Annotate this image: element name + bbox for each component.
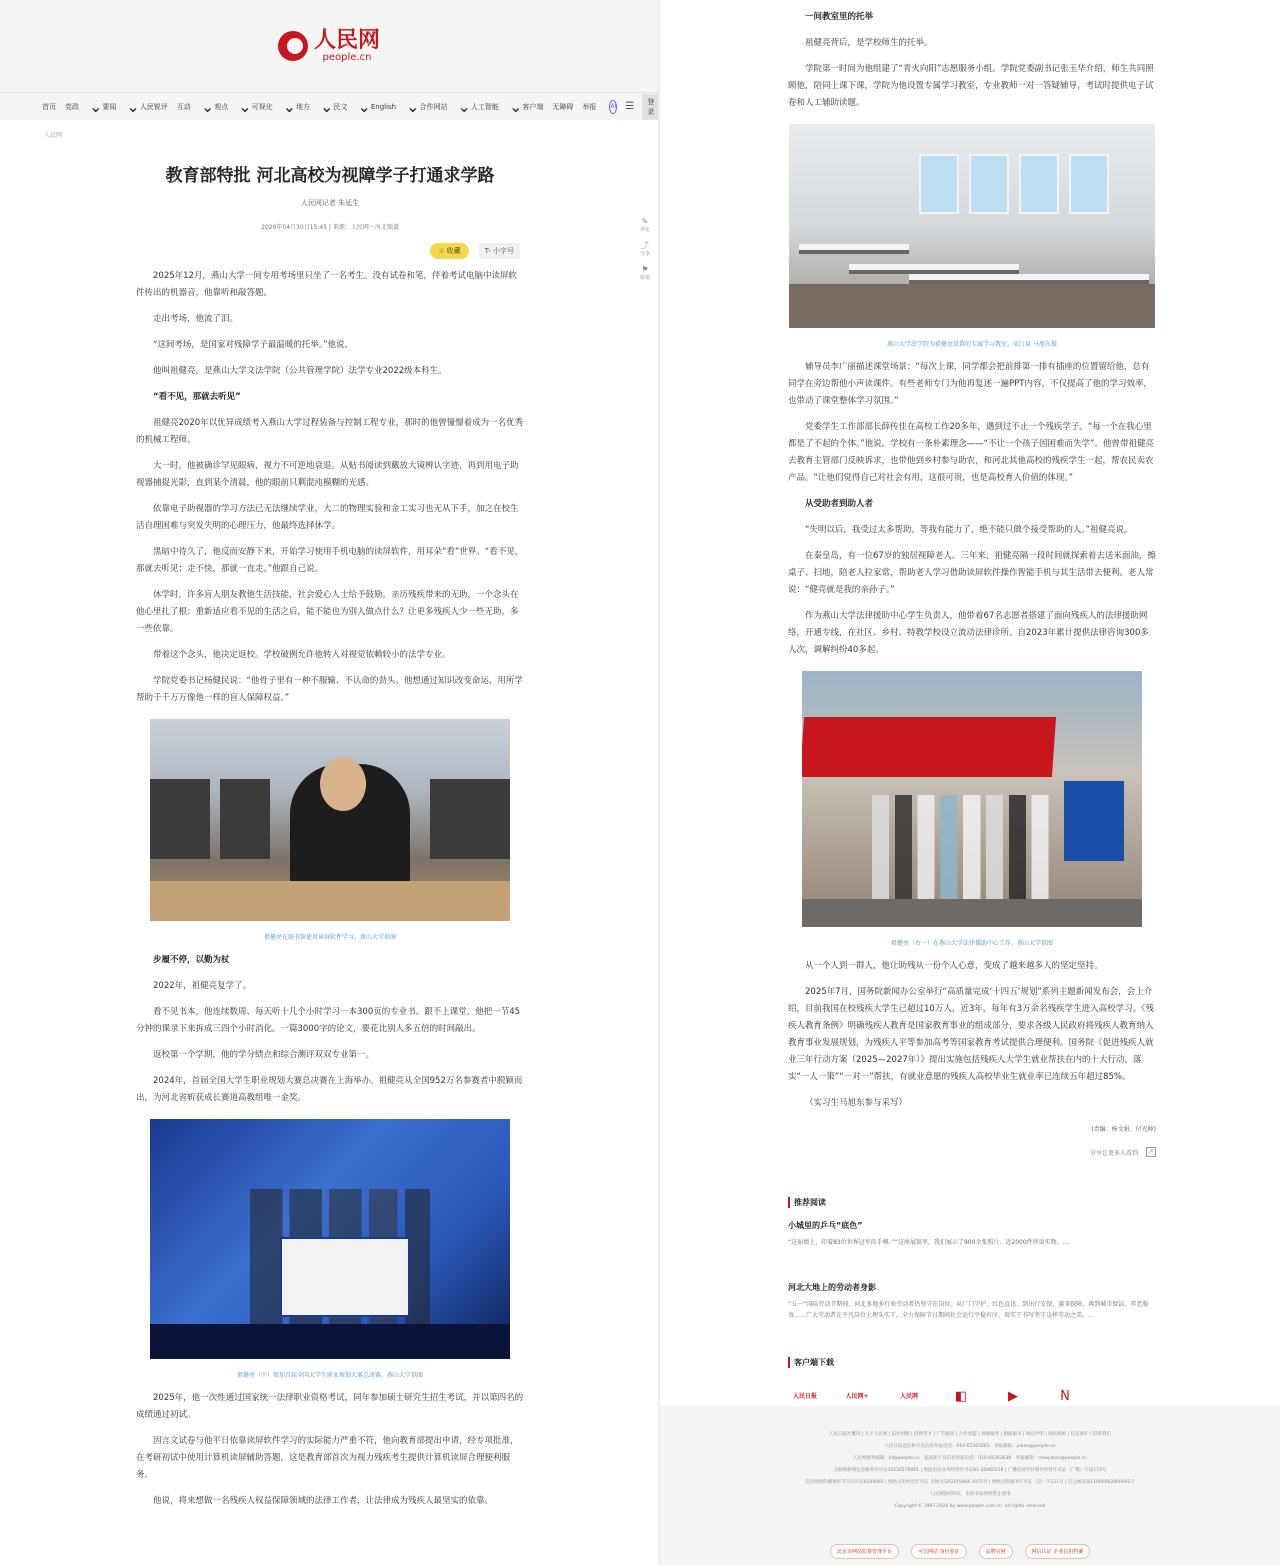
nav-item[interactable]: 首页	[42, 102, 56, 111]
chevron-down-icon: ⌄	[357, 97, 371, 116]
chevron-down-icon: ⌄	[320, 97, 334, 116]
share-icon[interactable]: ↗	[1146, 1147, 1156, 1157]
nav-item[interactable]: 人民锐评	[139, 102, 168, 111]
photo-caption: 祖健亮（中）参加首届全国大学生职业规划大赛总决赛。燕山大学供图	[236, 1372, 423, 1379]
photo-library	[150, 719, 510, 921]
paragraph: 返校第一个学期，他的学分绩点和综合测评双双专业第一。	[153, 1050, 375, 1060]
recommend-item-desc: “五一”国际劳动节期间，河北多地多行业劳动者仍坚守在岗位。从厂门守护、红色直讯、到出行安保、赛事保障、再到城市保洁、养老服务……广大劳动者在平凡岗位上埋头实干，全力保障节日期间社会运行平稳有序，用实干书写坚守这样劳动之美。…	[788, 1301, 1149, 1319]
footer-lines	[660, 1406, 1280, 1510]
recommend-item-title[interactable]: 小城里的乒乓“底色”	[788, 1221, 863, 1230]
window	[1019, 154, 1059, 214]
photo-banner	[280, 1237, 410, 1317]
paragraph: “失明以后，我受过太多帮助。等我有能力了，绝不能只做个接受帮助的人。”祖健亮说。	[805, 525, 1133, 535]
nav-item[interactable]: 可视化	[251, 102, 273, 111]
article-meta: 2026年04月30日15:45 | 来源：人民网－河北频道	[261, 224, 399, 231]
footer-badge[interactable]: 可信网站 身份验证	[911, 1544, 967, 1559]
favorite-button[interactable]	[430, 243, 469, 259]
paragraph: 作为燕山大学法律援助中心学生负责人，他带着67名志愿者搭建了面向残疾人的法律援助网络，开通专线，在社区、乡村、特教学校设立流动法律诊所。自2023年累计提供法律咨询300多人次，调解纠纷40多起。	[788, 611, 1149, 655]
bookshelf	[220, 779, 270, 859]
logo-mark-icon	[278, 31, 308, 61]
recommend-item-title[interactable]: 河北大地上的劳动者身影	[788, 1283, 876, 1292]
logo-cn: 人民网	[313, 27, 380, 53]
share-icon: ⤴	[640, 241, 649, 250]
paragraph: 祖健亮背后，是学校师生的托举。	[805, 38, 933, 48]
ai-assistant-icon[interactable]: AI	[609, 100, 617, 114]
article-body-right	[788, 9, 1156, 1112]
photo-table	[150, 881, 510, 921]
site-logo[interactable]	[278, 28, 380, 64]
paragraph: 他叫祖健亮，是燕山大学文法学院（公共管理学院）法学专业2022级本科生。	[153, 366, 447, 376]
side-tool-2[interactable]	[640, 266, 650, 282]
desk	[849, 264, 1019, 274]
paragraph: 2024年，首届全国大学生职业规划大赛总决赛在上海举办。祖健亮从全国952万名参赛者中脱颖而出，为河北省斩获成长赛道高教组唯一金奖。	[136, 1076, 523, 1103]
side-tool-1[interactable]	[640, 242, 650, 258]
recommend-list	[788, 1220, 1156, 1321]
article-right	[788, 9, 1156, 1421]
photo-tent	[802, 717, 1056, 777]
section-heading: 步履不停，以勤为杖	[153, 955, 230, 965]
footer-badges	[830, 1544, 1090, 1559]
side-tool-label: 报错	[639, 275, 650, 281]
paragraph: 他说，将来想做一名残疾人权益保障领域的法律工作者，让法律成为残疾人最坚实的依靠。	[153, 1496, 494, 1506]
chevron-down-icon: ⌄	[406, 97, 420, 116]
paragraph: “这间考场，是国家对残障学子最温暖的托举。”他说。	[153, 340, 354, 350]
recommend-item-desc: “这面墙上，印着83位世界冠军的手模。”“这座展馆里，我们展示了900余张照片、近2000件珍贵实物。…	[788, 1239, 1069, 1246]
photo-caption: 燕山大学法学院为祖健亮设置的专属学习教室。宋汀泉 马旭东摄	[887, 341, 1057, 348]
article-title: 教育部特批 河北高校为视障学子打通求学路	[165, 166, 495, 186]
logo-en: people.cn	[322, 52, 372, 63]
masthead	[0, 0, 658, 92]
top-nav	[0, 92, 658, 120]
photo-legal-aid	[802, 671, 1142, 927]
window	[919, 154, 959, 214]
bookshelf	[150, 779, 210, 859]
nav-item[interactable]: 互动	[176, 102, 191, 111]
paragraph: 学院第一时间为他组建了“青火向阳”志愿服务小组。学院党委副书记张玉华介绍，师生共同照顾他，陪同上课下课，学院为他设置专属学习教室，专业教师一对一答疑辅导，考试时提供电子试卷和人工辅助读题。	[788, 64, 1154, 108]
chevron-down-icon: ⌄	[508, 97, 523, 116]
comment-icon: ✎	[641, 217, 649, 226]
footer-badge[interactable]: 网信认证 企业信用档案	[1025, 1544, 1091, 1559]
right-page-column	[660, 0, 1280, 1565]
nav-item[interactable]: 客户端	[522, 102, 544, 111]
photo-head	[320, 757, 366, 811]
photo-floor	[150, 1324, 510, 1359]
recommend-section-title: 推荐阅读	[788, 1197, 1156, 1208]
breadcrumb[interactable]: 人民网	[44, 132, 63, 139]
footer-line: 互联网新闻信息服务许可证10120170001 | 增值电信业务经营许可证B1-20060118 | 广播电视节目制作经营许可证（广媒）字第172号	[833, 1468, 1107, 1473]
photo-people	[872, 795, 1062, 907]
photo-roll	[1064, 781, 1124, 861]
side-tool-0[interactable]	[640, 218, 650, 234]
apps-section-title: 客户端下载	[788, 1357, 1156, 1368]
share-bar	[788, 1147, 1156, 1157]
bookshelf	[430, 779, 510, 859]
paragraph: 走出考场，他流了泪。	[153, 314, 239, 324]
app-icon: 人民日报	[792, 1393, 817, 1400]
paragraph: 依靠电子助视器的学习方法已无法继续学业，大二的物理实验和金工实习也无从下手，加之在校生活自理困难与突发失明的心理压力，他最终选择休学。	[136, 504, 519, 531]
paragraph: 大一时，他被确诊罕见眼病，视力不可逆地衰退。从贴书阅读到戴放大镜辨认字迹，再到用电子助视器捕捉光影，直到某个清晨，他的眼前只剩混沌模糊的光感。	[136, 461, 519, 488]
paragraph: 辅导员李广丽描述课堂场景：“每次上课，同学都会把前排第一排有插座的位置留给他，总有同学在旁边帮他小声读课件。有些老师专门为他再复述一遍PPT内容，不仅提高了他的学习效率，也带动了课堂整体学习氛围。”	[788, 362, 1152, 406]
editor-note: (责编：杨文娟、付光峰)	[1091, 1126, 1156, 1133]
nav-item[interactable]: 民文	[333, 102, 348, 111]
footer-line: 人民日报社概况 | 关于人民网 | 报社招聘 | 招聘英才 | 广告服务 | 合作加盟 | 供稿服务 | 数据服务 | 网站声明 | 网站律师 | 信息保护 | 联系我们	[828, 1432, 1112, 1437]
paragraph: 黑暗中待久了，他反而安静下来，开始学习使用手机电脑的读屏软件，用耳朵“看”世界。“看不见，那就去听见；走不快，那就一直走。”他跟自己说。	[136, 547, 524, 574]
chevron-down-icon: ⌄	[126, 97, 140, 116]
desk	[909, 274, 1149, 284]
paragraph: 从一个人到一群人，他让助残从一份个人心意，变成了越来越多人的坚定坚持。	[805, 961, 1103, 971]
window	[1069, 154, 1109, 214]
star-icon: ☆	[438, 247, 445, 255]
paragraph: 2025年7月，国务院新闻办公室举行“高质量完成‘十四五’规划”系列主题新闻发布会，会上介绍，目前我国在校残疾大学生已超过10万人，近3年，每年有3万余名残疾学生进入高校学习。《残疾人教育条例》明确残疾人教育是国家教育事业的组成部分，要求各级人民政府将残疾人教育纳入教育事业发展规划，为残疾人平等参加高考等国家教育考试提供合理便利。国务院《促进残疾人就业三年行动方案（2025—2027年）》提出实施包括残疾人大学生就业帮扶在内的十大行动，落实“一人一策”“一对一”帮扶，有就业意愿的残疾人高校毕业生就业率已连续五年超过85%。	[788, 987, 1154, 1082]
nav-item[interactable]: 要闻	[102, 102, 117, 111]
photo-caption: 祖健亮在图书馆使用读屏软件学习。燕山大学供图	[263, 934, 396, 941]
paragraph: 因言文试卷与他平日依靠读屏软件学习的实际能力严重不符，他向教育部提出申请，经专项批准，在考研初试中使用计算机读屏辅助答题，这是教育部首次为视力残疾考生提供计算机读屏合理便利服务。	[136, 1436, 519, 1480]
photo-floor	[789, 284, 1155, 328]
login-button[interactable]: 登录	[642, 94, 658, 120]
photo-stage	[150, 1119, 510, 1359]
nav-item[interactable]: 党政	[65, 102, 79, 111]
paragraph: （实习生马旭东参与采写）	[805, 1098, 908, 1108]
chevron-down-icon: ⌄	[200, 97, 215, 116]
footer-line: Copyright © 1997-2026 by www.people.com.cn. all rights reserved	[894, 1504, 1046, 1509]
section-heading: 从受助者到助人者	[805, 499, 874, 509]
spacer	[788, 1248, 1156, 1270]
app-icon: ◧	[954, 1389, 968, 1404]
footer-badge[interactable]: 品牌官网	[979, 1544, 1013, 1559]
app-icon: 人民网	[899, 1393, 918, 1400]
favorite-label: 收藏	[446, 247, 461, 255]
window	[969, 154, 1009, 214]
share-label: 分享让更多人看到	[1089, 1149, 1138, 1157]
menu-icon[interactable]: ☰	[625, 101, 635, 112]
paragraph: 看不见书本，他连续数周、每天听十几个小时学习一本300页的专业书。跟不上课堂，他把一节45分钟的课录下来拆成三四个小时消化。一篇3000字的论文，要花比别人多五倍的时间敲出。	[136, 1007, 521, 1034]
footer-line: 人民网版权所有，未经书面授权禁止使用	[929, 1492, 1011, 1497]
nav-item[interactable]: 地方	[296, 102, 311, 111]
chevron-down-icon: ⌄	[282, 97, 297, 116]
paragraph: 2022年，祖健亮复学了。	[153, 981, 252, 991]
side-tool-label: 分享	[639, 251, 650, 257]
paragraph: 在秦皇岛，有一位67岁的独居视障老人。三年来，祖健亮隔一段时间就探索着去送米面油，擦桌子、扫地，陪老人拉家常，帮助老人学习借助读屏软件操作智能手机与其生活带去便利。老人常说：“健亮就是我的亲孙子。”	[788, 551, 1156, 595]
chevron-down-icon: ⌄	[89, 97, 103, 116]
app-icon: ▶	[1008, 1389, 1018, 1404]
chevron-down-icon: ⌄	[457, 97, 471, 116]
article-left	[136, 164, 524, 1510]
section-heading: 一间教室里的托举	[805, 12, 874, 22]
nav-item[interactable]: 无障碍	[552, 102, 574, 111]
footer-badge[interactable]: 北京市网站监督管理平台	[830, 1544, 899, 1559]
footer-line: 信息网络传播视听节目许可证0104065 | 网络文化经营许可证 京网文[2020]5494-1075号 | 网络出版服务许可证（京）字121号 | 京公网安备11000002000001号	[805, 1480, 1135, 1485]
article-body-left	[136, 268, 524, 1510]
paragraph: 带着这个念头，他决定返校。学校破例允许他转入对视觉依赖较小的法学专业。	[153, 650, 451, 660]
report-icon: ⚑	[641, 265, 649, 274]
article-tools	[136, 243, 524, 259]
app-icon: N	[1060, 1389, 1070, 1404]
paragraph: 党委学生工作部部长薛传佳在高校工作20多年，遇到过不止一个残疾学子。“每一个在我心里都是了不起的个体。”他说。学校有一条朴素理念——“不让一个孩子因困难而失学”。他曾带祖健亮去教育主管部门反映诉求，也带他到乡村参与助农，和河北其他高校的残疾学生一起，帮农民卖农产品。“让他们觉得自己对社会有用，这很可贵，也是高校育人价值的体现。”	[788, 422, 1154, 483]
desk	[799, 244, 909, 254]
side-toolbar	[636, 218, 654, 282]
paragraph: 休学时，许多盲人朋友教他生活技能，社会爱心人士给予鼓励。亲历残疾带来的无助，一个念头在他心里扎了根：重新适应看不见的生活之后，能不能也为别人做点什么？让更多残疾人少一些无助，多一些依靠。	[136, 590, 519, 634]
font-size-button[interactable]: T- 小字号	[479, 243, 520, 259]
nav-item[interactable]: 观点	[214, 102, 229, 111]
paragraph: 2025年12月，燕山大学一间专用考场里只坐了一名考生。没有试卷和笔，伴着考试电脑中读屏软件传出的机器音，他靠听和敲答题。	[136, 271, 517, 298]
app-icon: 人民网+	[845, 1393, 869, 1400]
nav-item[interactable]: English	[370, 102, 397, 111]
nav-item[interactable]: 人工智能	[470, 102, 499, 111]
site-footer	[660, 1406, 1280, 1565]
nav-item[interactable]: 举报	[582, 102, 597, 111]
footer-line: 人民日报违法和不良信息举报电话：010-65363263 举报邮箱：jubao@people.cn	[884, 1444, 1056, 1449]
logo-text	[314, 28, 380, 64]
photo-caption: 祖健亮（右一）在燕山大学法律援助中心工作。燕山大学供图	[890, 940, 1053, 947]
paragraph: 祖健亮2020年以优异成绩考入燕山大学过程装备与控制工程专业，那时的他曾憧憬着成为一名优秀的机械工程师。	[136, 418, 524, 445]
side-tool-label: 评论	[639, 227, 650, 233]
chevron-down-icon: ⌄	[238, 97, 252, 116]
paragraph: 学院党委书记杨健民说：“他骨子里有一种不服输、不认命的劲头。他想通过知识改变命运，用所学帮助千千万万像他一样的盲人保障权益。”	[136, 676, 523, 703]
section-heading: “看不见，那就去听见”	[153, 392, 241, 402]
nav-item[interactable]: 合作网站	[419, 102, 448, 111]
article-byline: 人民网记者 朱延生	[300, 199, 360, 207]
photo-classroom	[789, 124, 1155, 328]
paragraph: 2025年，他一次性通过国家统一法律职业资格考试，同年参加硕士研究生招生考试，并以第四名的成绩通过初试。	[136, 1393, 524, 1420]
photo-ground	[802, 899, 1142, 927]
footer-line: 人民网服务邮箱：kf@people.cn 违法和不良信息举报电话：010-65363636 举报邮箱：rmwjubao@people.cn	[852, 1456, 1088, 1461]
